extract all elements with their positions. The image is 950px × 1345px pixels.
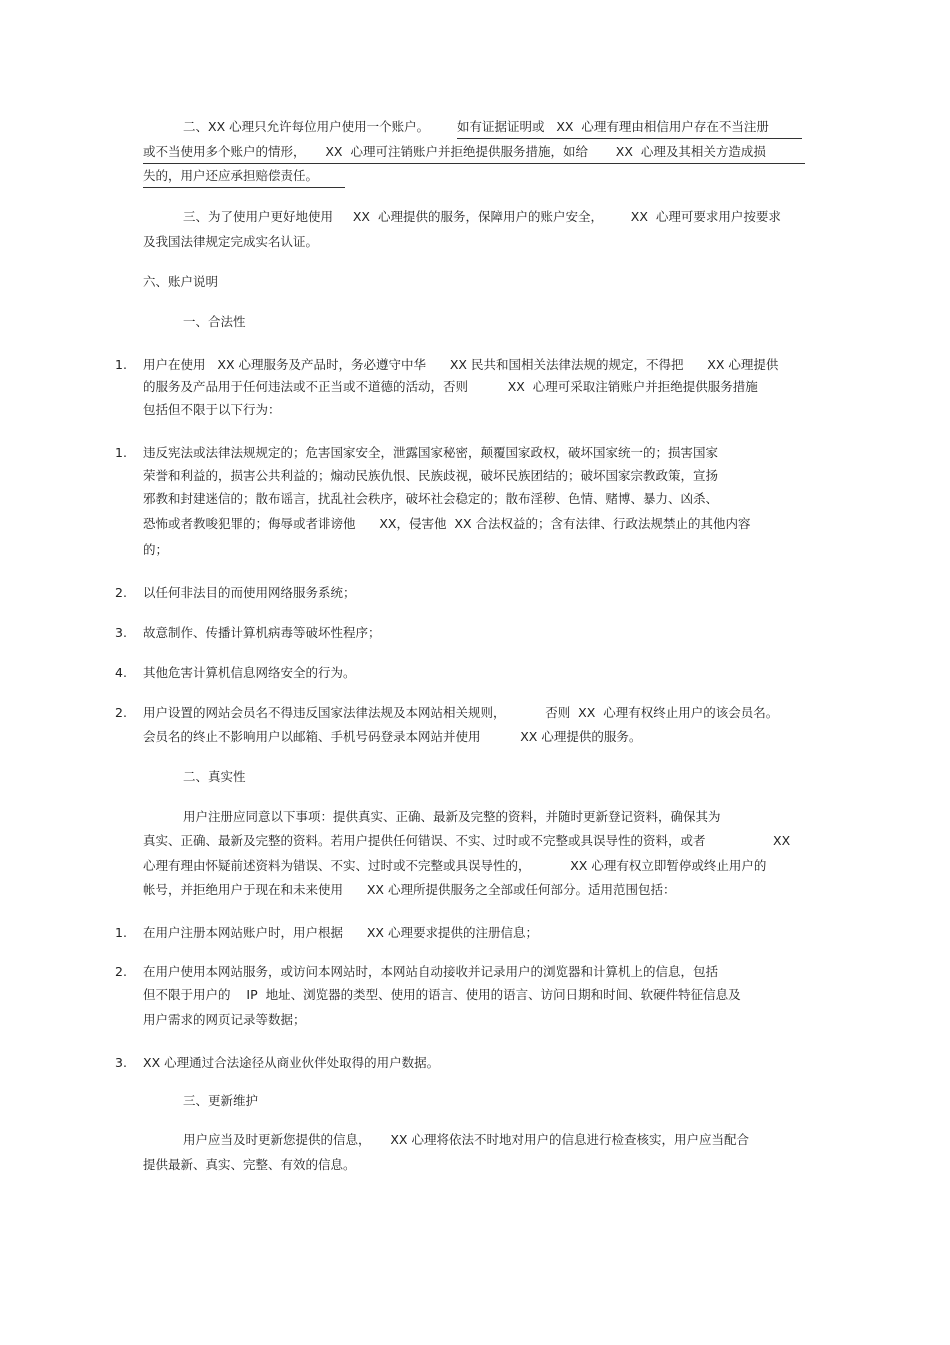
list-item-line: 其他危害计算机信息网络安全的行为。 — [143, 665, 356, 680]
section-heading: 六、账户说明 — [143, 274, 219, 289]
underlined-text: 如有证据证明或 XX 心理有理由相信用户存在不当注册 — [457, 119, 802, 139]
list-item-line: 荣誉和利益的，损害公共利益的；煽动民族仇恨、民族歧视，破坏民族团结的；破坏国家宗教政策，宣扬 — [143, 468, 719, 483]
underlined-text: 失的，用户还应承担赔偿责任。 — [143, 168, 345, 188]
list-item-line: 在用户注册本网站账户时，用户根据 XX 心理要求提供的注册信息； — [143, 925, 538, 940]
paragraph-line: 三、为了使用户更好地使用 XX 心理提供的服务，保障用户的账户安全， XX 心理可要求用户按要求 — [183, 209, 781, 224]
subsection-heading: 三、更新维护 — [183, 1093, 259, 1108]
list-item-line: 包括但不限于以下行为： — [143, 402, 281, 417]
list-item-line: 但不限于用户的 IP 地址、浏览器的类型、使用的语言、使用的语言、访问日期和时间、软硬件特征信息及 — [143, 987, 741, 1002]
paragraph-line: 用户注册应同意以下事项：提供真实、正确、最新及完整的资料，并随时更新登记资料，确保其为 — [183, 809, 721, 824]
list-number: 2. — [115, 705, 127, 720]
paragraph-line — [143, 168, 345, 188]
list-item-line: 用户设置的网站会员名不得违反国家法律法规及本网站相关规则， 否则 XX 心理有权终止用户的该会员名。 — [143, 705, 779, 720]
list-item-line: 违反宪法或法律法规规定的；危害国家安全，泄露国家秘密，颠覆国家政权，破坏国家统一的；损害国家 — [143, 445, 719, 460]
paragraph-line: 帐号，并拒绝用户于现在和未来使用 XX 心理所提供服务之全部或任何部分。适用范围包括： — [143, 882, 676, 897]
list-item-line: 在用户使用本网站服务，或访问本网站时，本网站自动接收并记录用户的浏览器和计算机上的信息，包括 — [143, 964, 719, 979]
list-number: 1. — [115, 445, 127, 460]
subsection-heading: 一、合法性 — [183, 314, 246, 329]
list-item-line: 用户需求的网页记录等数据； — [143, 1012, 306, 1027]
list-item-line: 的； — [143, 542, 169, 557]
paragraph-line: 及我国法律规定完成实名认证。 — [143, 234, 319, 249]
paragraph-line: 提供最新、真实、完整、有效的信息。 — [143, 1157, 356, 1172]
paragraph-line — [183, 119, 802, 139]
list-item-line: 邪教和封建迷信的；散布谣言，扰乱社会秩序，破坏社会稳定的；散布淫秽、色情、赌博、暴力、凶杀、 — [143, 491, 719, 506]
list-number: 3. — [115, 625, 127, 640]
subsection-heading: 二、真实性 — [183, 769, 246, 784]
underlined-text: 或不当使用多个账户的情形， XX 心理可注销账户并拒绝提供服务措施，如给 XX 心理及其相关方造成损 — [143, 144, 805, 164]
list-item-line: 以任何非法目的而使用网络服务系统； — [143, 585, 356, 600]
list-item-line: 的服务及产品用于任何违法或不正当或不道德的活动，否则 XX 心理可采取注销账户并拒绝提供服务措施 — [143, 379, 758, 394]
list-number: 3. — [115, 1055, 127, 1070]
list-number: 1. — [115, 925, 127, 940]
paragraph-line: 用户应当及时更新您提供的信息， XX 心理将依法不时地对用户的信息进行检查核实，用户应当配合 — [183, 1132, 749, 1147]
paragraph-line: 真实、正确、最新及完整的资料。若用户提供任何错误、不实、过时或不完整或具误导性的资料，或者 XX — [143, 833, 791, 848]
paragraph-text: 二、XX 心理只允许每位用户使用一个账户。 — [183, 119, 430, 134]
list-item-line: 故意制作、传播计算机病毒等破坏性程序； — [143, 625, 381, 640]
list-number: 2. — [115, 585, 127, 600]
list-item-line: XX 心理通过合法途径从商业伙伴处取得的用户数据。 — [143, 1055, 440, 1070]
list-item-line: 用户在使用 XX 心理服务及产品时，务必遵守中华 XX 民共和国相关法律法规的规定，不得把 XX 心理提供 — [143, 357, 779, 372]
list-item-line: 会员名的终止不影响用户以邮箱、手机号码登录本网站并使用 XX 心理提供的服务。 — [143, 729, 642, 744]
list-number: 4. — [115, 665, 127, 680]
list-number: 1. — [115, 357, 127, 372]
list-item-line: 恐怖或者教唆犯罪的；侮辱或者诽谤他 XX，侵害他 XX 合法权益的；含有法律、行政法规禁止的其他内容 — [143, 516, 751, 531]
paragraph-line — [143, 144, 805, 164]
list-number: 2. — [115, 964, 127, 979]
paragraph-line: 心理有理由怀疑前述资料为错误、不实、过时或不完整或具误导性的， XX 心理有权立即暂停或终止用户的 — [143, 858, 767, 873]
